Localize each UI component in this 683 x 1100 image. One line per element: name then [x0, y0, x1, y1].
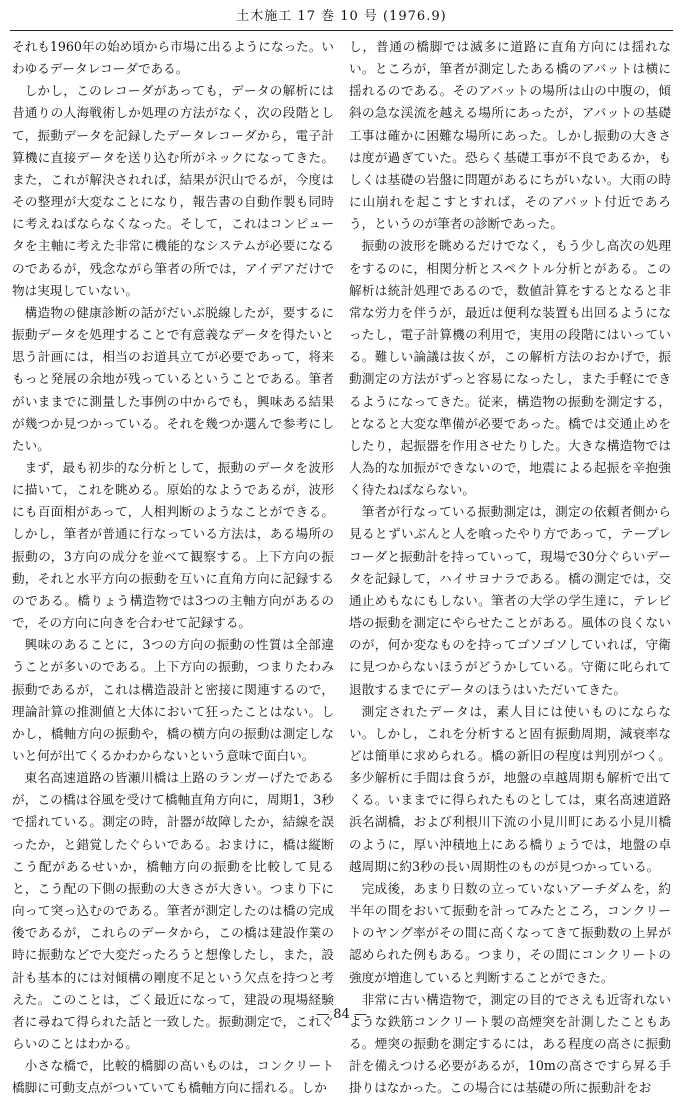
left-column [12, 36, 334, 1096]
paragraph: まず，最も初歩的な分析として，振動のデータを波形に描いて，これを眺める。原始的なようであるが，波形にも百面相があって，人相判断のようなことができる。しかし，筆者が普通に行なっている方法は，ある場所の振動の，3方向の成分を並べて観察する。上下方向の振動，それと水平方向の振動を互いに直角方向に記録するのである。橋りょう構造物では3つの主軸方向があるので，その方向に向きを合わせて記録する。 [12, 459, 334, 631]
paragraph: しかし，このレコーダがあっても，データの解析には昔通りの人海戦術しか処理の方法がなく，次の段階として，振動データを記録したデータレコーダから，電子計算機に直接データを送り込む所がネックになってきた。また，これが解決されれば，結果が沢山でるが，今度はその整理が大変なことになり，報告書の自動作製も同時に考えねばならなくなった。そして，これはコンピュータを主軸に考えた非常に機能的なシステムが必要になるのであるが，残念ながら筆者の所では，アイデアだけで物は実現していない。 [12, 83, 334, 298]
paragraph: 非常に古い構造物で，測定の目的でさえも近寄れないような鉄筋コンクリート製の高煙突を計測したこともある。煙突の振動を測定するには，ある程度の高さに振動計を備えつける必要があるが，10mの高さですら昇る手掛りはなかった。この場合には基礎の所に振動計をお [349, 991, 671, 1096]
paragraph: し，普通の橋脚では滅多に道路に直角方向には揺れない。ところが，筆者が測定したある橋のアバットは横に揺れるのである。そのアバットの場所は山の中腹の，傾斜の急な渓流を越える場所にあったが，アバットの基礎工事は確かに困難な場所にあった。しかし振動の大きさは度が過ぎていた。恐らく基礎工事が不良であるか，もしくは基礎の岩盤に問題があるにちがいない。大雨の時に山崩れを起こすとすれば，そのアバット付近であろう，というのが筆者の診断であった。 [349, 39, 672, 232]
paragraph: 小さな橋で，比較的橋脚の高いものは，コンクリート橋脚に可動支点がついていても橋軸方向に揺れる。しか [12, 1058, 334, 1096]
paragraph: それも1960年の始め頃から市場に出るようになった。いわゆるデータレコーダである。 [12, 39, 334, 77]
page-number: — 84 — [316, 1007, 367, 1022]
paragraph: 興味のあることに，3つの方向の振動の性質は全部違うことが多いのである。上下方向の振動，つまりたわみ振動であるが，これは構造設計と密接に関連するので，理論計算の推測値と大体において狂ったことはない。しかし，橋軸方向の振動や，橋の横方向の振動は測定しないと何が出てくるかわからないという意味で面白い。 [12, 637, 334, 763]
header-rule [10, 30, 673, 31]
right-column [349, 36, 672, 1096]
paragraph: 構造物の健康診断の話がだいぶ脱線したが，要するに振動データを処理することで有意義なデータを得たいと思う計画には，相当のお道具立てが必要であって，将来もっと発展の余地が残っているということである。筆者がいままでに測量した事例の中からでも，興味ある結果が幾つか見つかっている。それを幾つか選んで参考にしたい。 [12, 304, 334, 453]
paragraph: 測定されたデータは，素人目には使いものにならない。しかし，これを分析すると固有振動周期，減衰率などは簡単に求められる。橋の新旧の程度は判別がつく。多少解析に手間は食うが，地盤の卓越周期も解析で出てくる。いままでに得られたものとしては，東名高速道路浜名湖橋，および利根川下流の小見川町にある小見川橋のように，厚い沖積地上にある橋りょうでは，地盤の卓越周期に約3秒の長い周期性のものが見つかっている。 [349, 703, 671, 874]
paragraph: 筆者が行なっている振動測定は，測定の依頼者側から見るとずいぶんと人を喰ったやり方であって，テープレコーダと振動計を持っていって，現場で30分ぐらいデータを記録して，ハイサヨナラである。橋の測定では，交通止めもなにもしない。筆者の大学の学生達に，テレビ塔の振動を測定にやらせたことがある。風体の良くないのが，何か変なものを持ってゴソゴソしていれば，守衛に見つからないほうがどうかしている。守衛に叱られて退散するまでにデータのほうはいただいてきた。 [349, 504, 671, 697]
paragraph: 振動の波形を眺めるだけでなく，もう少し高次の処理をするのに，相関分析とスペクトル分析とがある。この解析は統計処理であるので，数値計算をするとなると非常な労力を伴うが，最近は便利な装置も出回るようになったし，電子計算機の利用で，実用の段階にはいっている。難しい論議は抜くが，この解析方法のおかげで，振動測定の方法がずっと容易になったし，また手軽にできるようになってきた。従来，構造物の振動を測定する，となると大変な準備が必要であった。橋では交通止めをしたり，起振器を作用させたりした。大きな構造物では人為的な加振ができないので，地震による起振を辛抱強く待たねばならない。 [349, 238, 671, 498]
paragraph: 東名高速道路の皆瀬川橋は上路のランガーげたであるが，この橋は谷風を受けて橋軸直角方向に，周期1，3秒で揺れている。測定の時，計器が故障したか，結線を誤ったか，と錯覚したぐらいである。おまけに，橋は縦断こう配があるせいか，橋軸方向の振動を比較して見ると，こう配の下側の振動の大きさが大きい。つまり下に向って突っ込むのである。筆者が測定したのは橋の完成後であるが，これらのデータから，この橋は建設作業の時に振動などで大変だったろうと想像したし，また，設計も基本的には対傾構の剛度不足という欠点を持つと考えた。このことは，ごく最近になって，建設の現場経験者に尋ねて得られた話と一致した。振動測定で，これぐらいのことはわかる。 [12, 770, 334, 1052]
paragraph: 完成後，あまり日数の立っていないアーチダムを，約半年の間をおいて振動を計ってみたところ，コンクリートのヤング率がその間に高くなってきて振動数の上昇が認められた例もある。つまり，その間にコンクリートの強度が増進していると判断することができた。 [349, 880, 671, 985]
running-header: 土木施工 17 巻 10 号 (1976.9) [236, 9, 447, 24]
